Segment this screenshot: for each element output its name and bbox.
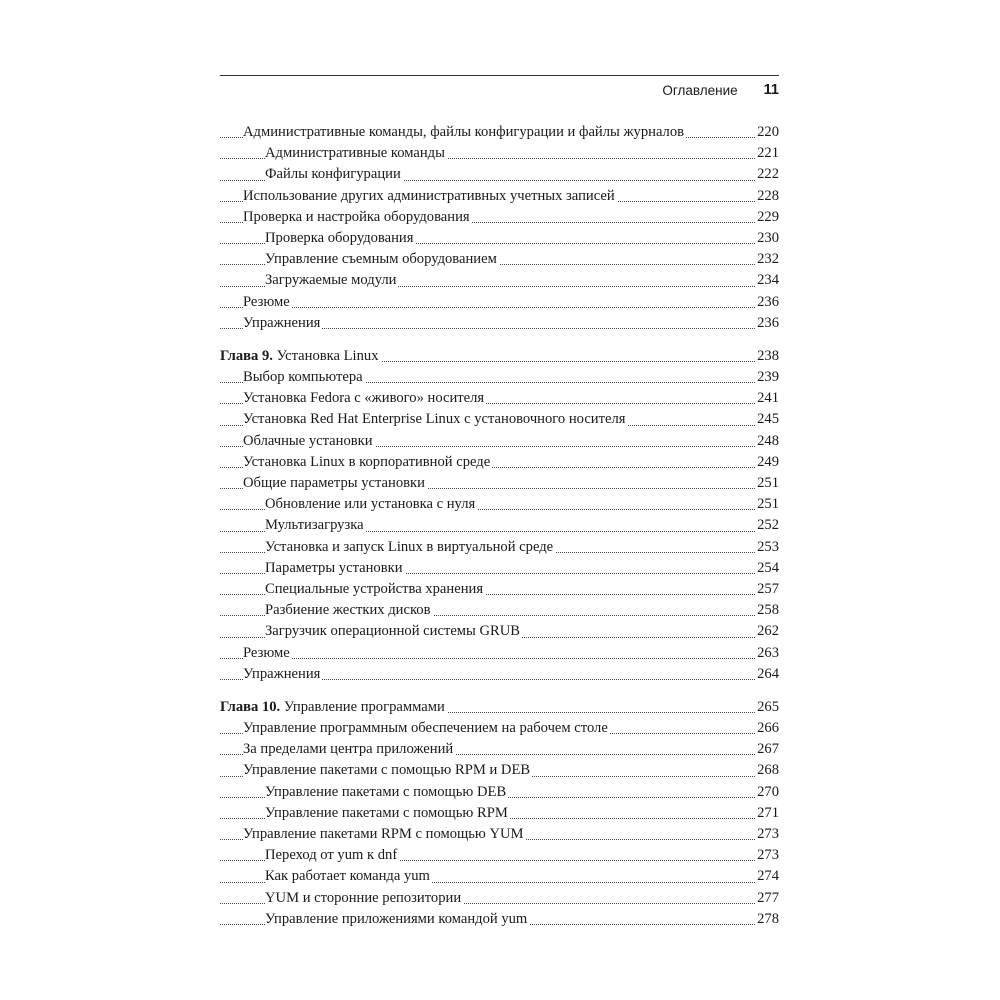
toc-entry-page: 273 [755, 845, 779, 866]
toc-entry-page: 271 [755, 803, 779, 824]
toc-entry[interactable] [220, 473, 779, 494]
toc-entry-text: Резюме [243, 644, 290, 661]
toc-entry-text: Проверка и настройка оборудования [243, 208, 470, 225]
toc-entry-text: Управление программами [283, 698, 445, 715]
toc-entry[interactable] [220, 143, 779, 164]
toc-entry-title [265, 890, 463, 906]
toc-entry-text: Управление пакетами с помощью RPM и DEB [243, 762, 531, 779]
toc-entry[interactable] [220, 718, 779, 739]
toc-entry[interactable] [220, 388, 779, 409]
toc-entry-page: 264 [755, 664, 779, 685]
toc-entry[interactable] [220, 494, 779, 515]
toc-entry[interactable] [220, 452, 779, 473]
toc-entry[interactable] [220, 122, 779, 143]
toc-entry-text: Загружаемые модули [265, 272, 397, 289]
toc-entry-page: 238 [755, 346, 779, 367]
toc-entry-page: 234 [755, 270, 779, 291]
toc-entry-page: 254 [755, 558, 779, 579]
toc-entry[interactable] [220, 431, 779, 452]
toc-entry-text: Упражнения [243, 314, 321, 331]
toc-entry-title [265, 539, 555, 555]
toc-entry[interactable] [220, 643, 779, 664]
toc-entry[interactable] [220, 782, 779, 803]
toc-entry-title [265, 230, 415, 246]
toc-entry-text: Файлы конфигурации [265, 166, 401, 183]
toc-entry[interactable] [220, 207, 779, 228]
toc-entry-text: За пределами центра приложений [243, 741, 454, 758]
toc-entry[interactable] [220, 866, 779, 887]
toc-entry-title [243, 209, 472, 225]
toc-entry-title [243, 475, 427, 491]
toc-entry-title [243, 188, 617, 204]
toc-entry-title [265, 517, 366, 533]
table-of-contents [220, 122, 779, 942]
toc-entry-page: 228 [755, 186, 779, 207]
toc-entry-title [265, 868, 432, 884]
toc-entry-text: Установка Linux [276, 347, 379, 364]
toc-entry[interactable] [220, 228, 779, 249]
toc-entry-page: 236 [755, 313, 779, 334]
toc-entry-title [265, 272, 398, 288]
toc-entry-title [265, 496, 477, 512]
toc-entry-text: Резюме [243, 293, 290, 310]
toc-entry-page: 270 [755, 782, 779, 803]
toc-entry-page: 230 [755, 228, 779, 249]
toc-entry-page: 251 [755, 473, 779, 494]
toc-entry-text: Установка Linux в корпоративной среде [243, 453, 491, 470]
toc-entry[interactable] [220, 367, 779, 388]
toc-entry[interactable] [220, 409, 779, 430]
toc-entry-page: 249 [755, 452, 779, 473]
toc-entry-title [243, 433, 375, 449]
toc-entry-text: Управление пакетами с помощью RPM [265, 804, 508, 821]
toc-entry-page: 220 [755, 122, 779, 143]
toc-entry-text: Переход от yum к dnf [265, 847, 398, 864]
toc-entry-title [243, 411, 627, 427]
toc-entry[interactable] [220, 579, 779, 600]
toc-entry-page: 277 [755, 888, 779, 909]
toc-entry-page: 229 [755, 207, 779, 228]
toc-entry-text: Административные команды [265, 145, 445, 162]
toc-entry-page: 239 [755, 367, 779, 388]
toc-entry-page: 257 [755, 579, 779, 600]
toc-entry-page: 265 [755, 697, 779, 718]
header-rule [220, 75, 779, 76]
toc-entry[interactable] [220, 909, 779, 930]
toc-entry[interactable] [220, 600, 779, 621]
toc-entry[interactable] [220, 164, 779, 185]
toc-entry-page: 267 [755, 739, 779, 760]
toc-entry-text: Облачные установки [243, 432, 373, 449]
toc-entry[interactable] [220, 760, 779, 781]
toc-entry[interactable] [220, 292, 779, 313]
toc-entry[interactable] [220, 803, 779, 824]
toc-entry-title [243, 369, 365, 385]
toc-entry-text: Как работает команда yum [265, 868, 430, 885]
toc-entry[interactable] [220, 845, 779, 866]
toc-entry-title [243, 666, 322, 682]
toc-entry-title [243, 315, 322, 331]
toc-entry-title [243, 645, 292, 661]
toc-entry-page: 241 [755, 388, 779, 409]
toc-entry-title [265, 847, 399, 863]
toc-entry[interactable] [220, 664, 779, 685]
toc-entry-title [265, 911, 529, 927]
toc-entry-title [265, 166, 403, 182]
toc-entry-text: Административные команды, файлы конфигурации и файлы журналов [243, 124, 685, 140]
running-head [662, 80, 779, 100]
toc-entry-text: Использование других административных учетных записей [243, 187, 615, 204]
toc-entry-page: 248 [755, 431, 779, 452]
toc-entry-text: Управление съемным оборудованием [265, 251, 497, 268]
toc-entry[interactable] [220, 621, 779, 642]
toc-entry-page: 274 [755, 866, 779, 887]
toc-entry[interactable] [220, 558, 779, 579]
toc-entry-page: 221 [755, 143, 779, 164]
toc-entry-text: Установка и запуск Linux в виртуальной среде [265, 538, 554, 555]
toc-group [220, 346, 779, 685]
toc-entry[interactable] [220, 313, 779, 334]
toc-entry-page: 236 [755, 292, 779, 313]
toc-entry-title [265, 581, 485, 597]
toc-entry-page: 258 [755, 600, 779, 621]
toc-chapter-entry[interactable] [220, 697, 779, 718]
toc-entry-page: 253 [755, 537, 779, 558]
toc-chapter-entry[interactable] [220, 346, 779, 367]
toc-entry[interactable] [220, 888, 779, 909]
toc-entry-text: Обновление или установка с нуля [265, 496, 476, 513]
toc-entry-title [243, 454, 492, 470]
chapter-label: Глава 10. [220, 698, 281, 715]
toc-entry[interactable] [220, 537, 779, 558]
toc-entry-page: 263 [755, 643, 779, 664]
toc-entry-text: Управление пакетами RPM с помощью YUM [243, 826, 524, 842]
toc-entry-page: 278 [755, 909, 779, 930]
toc-entry-title [265, 805, 510, 821]
toc-entry-text: Загрузчик операционной системы GRUB [265, 623, 521, 640]
toc-entry-title [243, 762, 532, 778]
toc-leader-dots [220, 658, 779, 659]
toc-entry-title [265, 251, 499, 267]
toc-entry-title [243, 390, 486, 406]
toc-entry-text: YUM и сторонние репозитории [265, 889, 462, 906]
page-number: 11 [763, 82, 779, 98]
toc-entry-title [243, 720, 610, 736]
section-title: Оглавление [662, 82, 738, 98]
toc-entry-page: 251 [755, 494, 779, 515]
toc-entry-title [243, 741, 455, 757]
toc-entry[interactable] [220, 249, 779, 270]
toc-leader-dots [220, 307, 779, 308]
toc-entry-title [265, 784, 508, 800]
toc-entry-title [220, 348, 381, 364]
toc-group [220, 697, 779, 930]
toc-entry[interactable] [220, 270, 779, 291]
toc-entry-text: Управление пакетами с помощью DEB [265, 783, 507, 800]
toc-entry-text: Разбиение жестких дисков [265, 602, 431, 619]
toc-entry-text: Управление программным обеспечением на рабочем столе [243, 720, 608, 737]
toc-entry-text: Параметры установки [265, 559, 403, 576]
toc-entry-page: 222 [755, 164, 779, 185]
toc-entry[interactable] [220, 824, 779, 845]
toc-entry-page: 266 [755, 718, 779, 739]
toc-entry-text: Выбор компьютера [243, 369, 363, 386]
toc-entry-page: 268 [755, 760, 779, 781]
toc-group [220, 122, 779, 334]
toc-entry-text: Упражнения [243, 665, 321, 682]
toc-entry[interactable] [220, 739, 779, 760]
toc-entry-title [265, 560, 405, 576]
toc-entry-page: 273 [755, 824, 779, 845]
toc-entry-text: Установка Fedora с «живого» носителя [243, 390, 485, 407]
toc-entry-text: Проверка оборудования [265, 229, 414, 246]
toc-entry-title [220, 699, 447, 715]
toc-entry-page: 232 [755, 249, 779, 270]
toc-entry-text: Управление приложениями командой yum [265, 910, 528, 927]
toc-entry-page: 262 [755, 621, 779, 642]
toc-entry-text: Общие параметры установки [243, 475, 425, 491]
toc-entry-title [243, 826, 526, 842]
toc-entry-title [265, 602, 433, 618]
toc-entry-text: Мультизагрузка [265, 517, 364, 534]
toc-entry-title [243, 294, 292, 310]
toc-entry-title [265, 623, 522, 639]
toc-entry-title [265, 145, 447, 161]
toc-entry-title [243, 124, 686, 140]
toc-entry-page: 245 [755, 409, 779, 430]
toc-entry[interactable] [220, 186, 779, 207]
chapter-label: Глава 9. [220, 347, 273, 364]
toc-entry[interactable] [220, 515, 779, 536]
toc-entry-text: Специальные устройства хранения [265, 580, 484, 597]
toc-entry-page: 252 [755, 515, 779, 536]
toc-entry-text: Установка Red Hat Enterprise Linux с установочного носителя [243, 411, 626, 428]
